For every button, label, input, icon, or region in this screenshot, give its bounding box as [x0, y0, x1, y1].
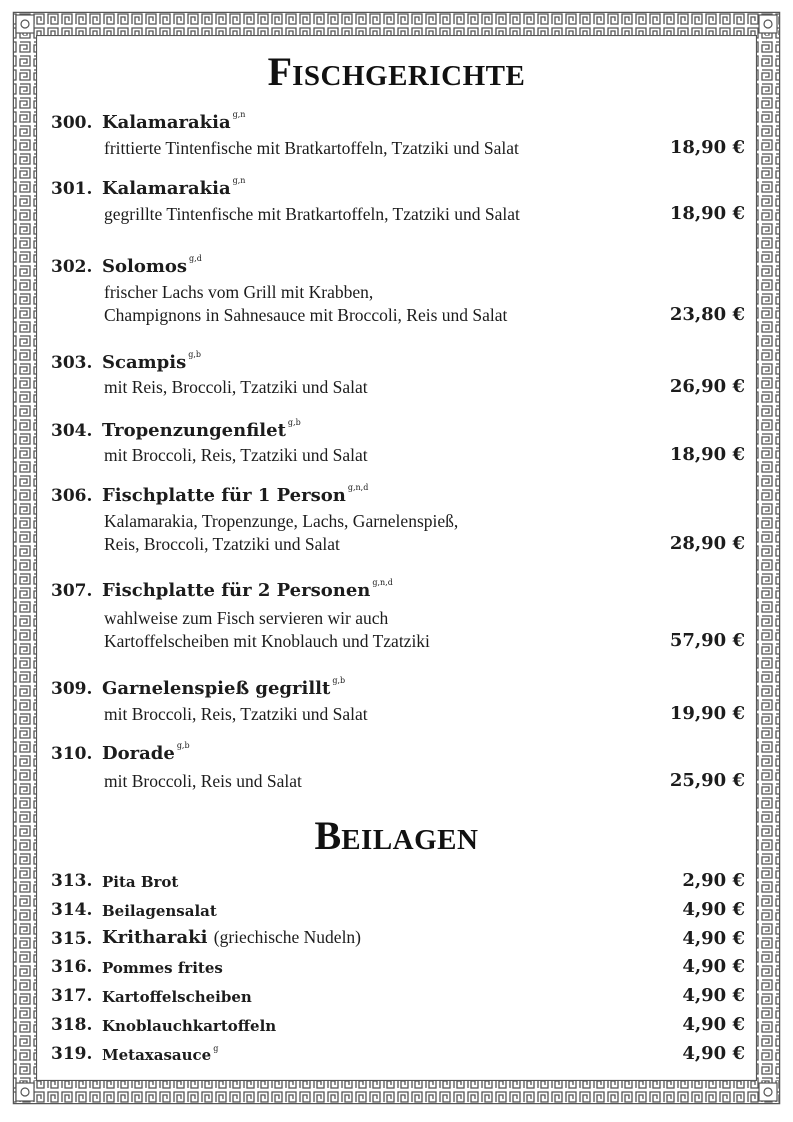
- allergen-codes: g,n,d: [372, 578, 393, 587]
- item-name-text: Solomos: [102, 256, 188, 277]
- item-price: 2,90 €: [682, 870, 745, 891]
- title-initial: B: [314, 813, 342, 858]
- item-name-text: Fischplatte für 1 Person: [102, 485, 346, 506]
- item-price: 18,90 €: [669, 137, 745, 158]
- item-description: Reis, Broccoli, Tzatziki und Salat: [104, 534, 340, 554]
- item-name-text: Scampis: [102, 352, 187, 373]
- allergen-codes: g,b: [188, 350, 202, 359]
- allergen-codes: g,n: [232, 176, 246, 185]
- item-name-text: Garnelenspieß gegrillt: [102, 678, 331, 699]
- item-name: [102, 580, 393, 601]
- item-price: 28,90 €: [669, 533, 745, 554]
- item-description: Kalamarakia, Tropenzunge, Lachs, Garnelenspieß,: [104, 511, 459, 531]
- item-number: 314.: [51, 899, 93, 920]
- item-description: mit Broccoli, Reis, Tzatziki und Salat: [104, 445, 368, 465]
- item-name: [102, 1017, 276, 1035]
- item-description: frittierte Tintenfische mit Bratkartoffeln, Tzatziki und Salat: [104, 138, 519, 158]
- item-name-text: Kalamarakia: [102, 112, 231, 133]
- item-number: 300.: [51, 113, 93, 133]
- item-name-text: Kalamarakia: [102, 178, 231, 199]
- title-initial: F: [267, 49, 293, 94]
- item-name: [102, 927, 361, 948]
- item-price: 18,90 €: [669, 203, 745, 224]
- item-number: 309.: [51, 679, 93, 699]
- item-price: 25,90 €: [669, 770, 745, 791]
- item-name: [102, 352, 201, 373]
- item-number: 304.: [51, 421, 93, 441]
- item-price: 18,90 €: [669, 444, 745, 465]
- item-name-text: Metaxasauce: [102, 1045, 212, 1064]
- item-name: [102, 112, 245, 133]
- item-number: 318.: [51, 1015, 93, 1035]
- item-description: mit Reis, Broccoli, Tzatziki und Salat: [104, 377, 368, 397]
- item-name: [102, 178, 245, 199]
- item-number: 317.: [51, 986, 93, 1007]
- title-rest: ISCHGERICHTE: [292, 60, 526, 92]
- section-title-fischgerichte: [18, 48, 775, 95]
- item-name-text: Dorade: [102, 743, 175, 764]
- item-name-text: Beilagensalat: [102, 901, 217, 920]
- item-number: 306.: [51, 486, 93, 506]
- item-number: 319.: [51, 1043, 93, 1064]
- item-price: 19,90 €: [669, 703, 745, 724]
- item-price: 4,90 €: [682, 1042, 745, 1064]
- item-name-text: Pommes frites: [102, 959, 223, 978]
- item-price: 4,90 €: [682, 956, 745, 978]
- item-description: Champignons in Sahnesauce mit Broccoli, Reis und Salat: [104, 305, 508, 325]
- item-name-text: Pita Brot: [102, 873, 179, 891]
- item-name: [102, 988, 252, 1006]
- item-description: mit Broccoli, Reis, Tzatziki und Salat: [104, 704, 368, 724]
- item-name: [102, 420, 301, 441]
- item-number: 310.: [51, 744, 93, 764]
- allergen-codes: g,b: [176, 741, 190, 750]
- allergen-codes: g: [213, 1043, 219, 1053]
- item-number: 316.: [51, 957, 93, 978]
- item-price: 4,90 €: [682, 927, 745, 949]
- item-description: mit Broccoli, Reis und Salat: [104, 771, 302, 791]
- item-description: Kartoffelscheiben mit Knoblauch und Tzatziki: [104, 631, 430, 651]
- item-price: 26,90 €: [669, 376, 745, 397]
- item-name-text: Fischplatte für 2 Personen: [102, 580, 371, 601]
- item-name: [102, 678, 345, 699]
- item-name: [102, 743, 190, 764]
- title-rest: EILAGEN: [341, 824, 479, 856]
- item-name-text: Kartoffelscheiben: [102, 988, 252, 1007]
- item-price: 4,90 €: [682, 1014, 745, 1035]
- item-price: 57,90 €: [669, 630, 745, 651]
- item-price: 4,90 €: [682, 985, 745, 1007]
- item-name: [102, 1043, 219, 1064]
- item-description: frischer Lachs vom Grill mit Krabben,: [104, 282, 374, 302]
- item-number: 302.: [51, 257, 93, 277]
- item-name: [102, 485, 368, 506]
- menu-content: [18, 40, 775, 1080]
- section-title-beilagen: [18, 812, 775, 859]
- item-name-text: Knoblauchkartoffeln: [102, 1017, 277, 1035]
- allergen-codes: g,n,d: [347, 483, 369, 492]
- allergen-codes: g,n: [232, 110, 246, 119]
- item-number: 313.: [51, 871, 93, 891]
- item-number: 303.: [51, 353, 93, 373]
- item-number: 301.: [51, 179, 93, 199]
- allergen-codes: g,b: [287, 418, 301, 427]
- item-number: 315.: [51, 928, 93, 949]
- item-description: gegrillte Tintenfische mit Bratkartoffeln, Tzatziki und Salat: [104, 204, 520, 224]
- item-description: wahlweise zum Fisch servieren wir auch: [104, 608, 389, 628]
- item-name-text: Kritharaki: [102, 926, 208, 948]
- item-note: (griechische Nudeln): [213, 926, 362, 947]
- allergen-codes: g,d: [189, 254, 202, 263]
- item-number: 307.: [51, 581, 93, 601]
- item-name: [102, 902, 217, 920]
- allergen-codes: g,b: [332, 676, 346, 685]
- item-name: [102, 959, 223, 977]
- item-name: [102, 873, 178, 891]
- item-name: [102, 256, 202, 277]
- item-name-text: Tropenzungenfilet: [102, 420, 286, 441]
- item-price: 4,90 €: [682, 898, 745, 920]
- item-price: 23,80 €: [669, 304, 745, 325]
